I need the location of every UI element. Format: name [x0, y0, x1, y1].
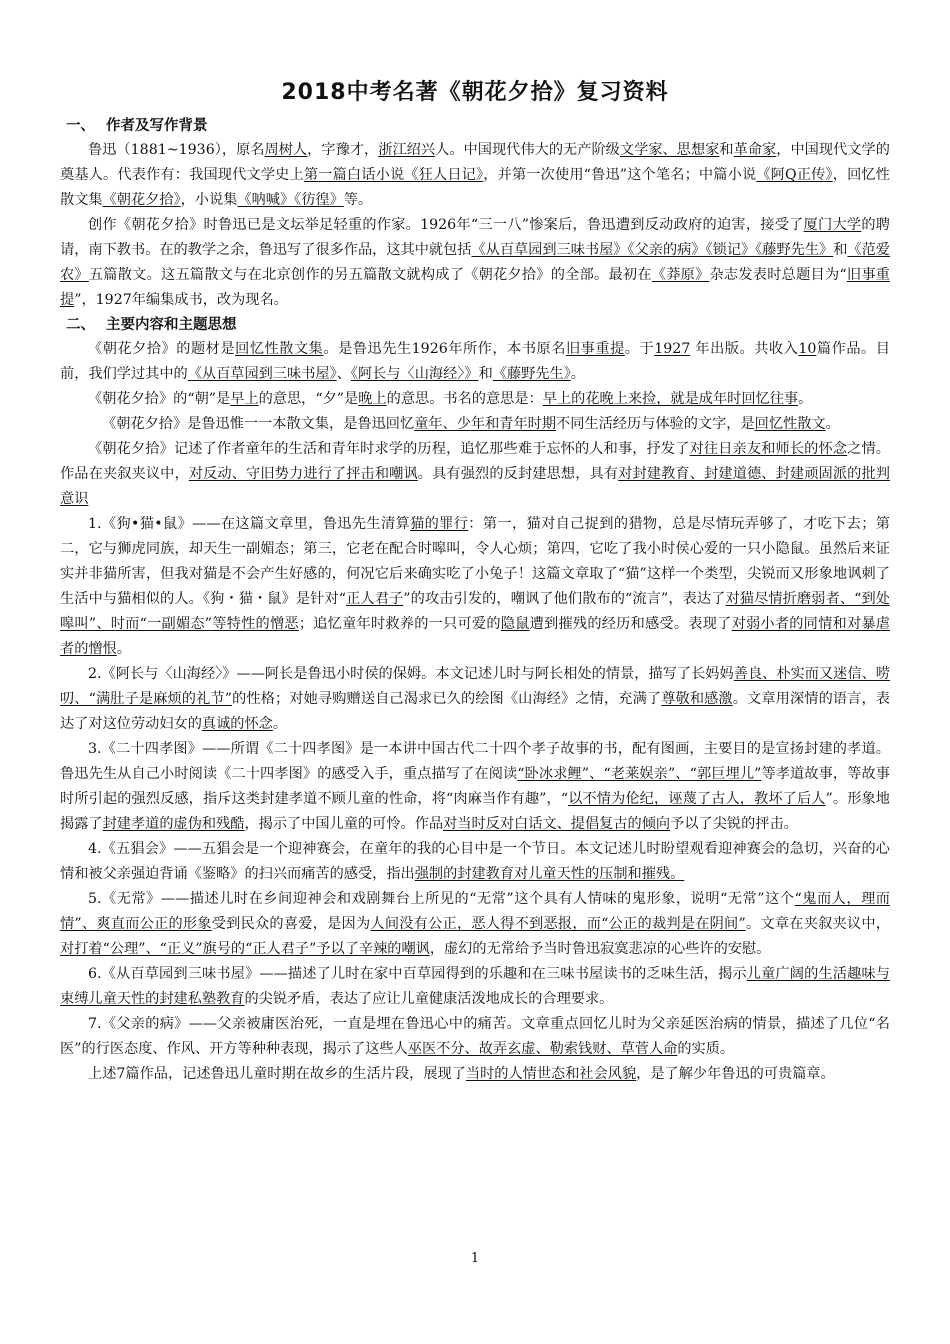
text-segment: 《朝花夕拾》是鲁迅惟一一本散文集，是鲁迅回忆: [102, 416, 415, 432]
underlined-key-text: 《阿长与〈山海经〉》: [350, 366, 479, 382]
text-segment: 杂志发表时总题目为“: [709, 267, 847, 283]
text-segment: 创作《朝花夕拾》时鲁迅已是文坛举足轻重的作家。1926年“三一八”惨案后，鲁迅遭到反动政府的迫害，接受了: [88, 217, 804, 233]
underlined-key-text: 旧事重提: [565, 341, 625, 357]
paragraph: [60, 887, 890, 962]
section-number: 二、: [66, 317, 95, 333]
underlined-key-text: 巫医不分、故弄玄虚、勒索钱财、草菅人命: [407, 1041, 678, 1057]
text-segment: 。: [825, 416, 840, 432]
underlined-key-text: 浙江绍兴: [378, 142, 436, 158]
underlined-key-text: 10: [798, 341, 817, 357]
section-heading: [60, 313, 890, 337]
text-segment: 。是鲁迅先生1926年所作，本书原名: [323, 341, 566, 357]
underlined-key-text: 对打着“公理”、“正义”旗号的“正人君子”予以了辛辣的嘲讽: [60, 941, 430, 957]
underlined-key-text: 《朝花夕拾》: [102, 192, 181, 208]
underlined-key-text: 《从百草园到三味书屋》《父亲的病》《锁记》《藤野先生》: [471, 242, 834, 258]
text-segment: ，虚幻的无常给予当时鲁迅寂寞悲凉的心些许的安慰。: [429, 941, 771, 957]
text-segment: 篇作品。目前，我们学过其中的: [60, 341, 890, 382]
text-segment: 的聘请，南下教书。在的教学之余，鲁迅写了很多作品，这其中就包括: [60, 217, 890, 258]
underlined-key-text: 正人君子: [346, 591, 404, 607]
text-segment: 2.《阿长与〈山海经〉》——阿长是鲁迅小时侯的保姆。本文记述儿时与阿长相处的情景，描写了长妈妈: [88, 666, 734, 682]
underlined-key-text: 对封建教育、封建道德、封建顽固派的批判意识: [60, 466, 890, 507]
paragraph: [60, 837, 890, 887]
text-segment: 之情。作品在夹叙夹议中，: [60, 441, 890, 482]
text-segment: 的实质。: [677, 1041, 735, 1057]
underlined-key-text: 猫的罪行: [410, 516, 469, 532]
paragraph: [60, 412, 890, 437]
text-segment: 。: [116, 641, 131, 657]
text-segment: 的尖锐矛盾，表达了应让儿童健康活泼地成长的合理要求。: [244, 991, 614, 1007]
section-heading-text: 作者及写作背景: [106, 118, 208, 134]
underlined-key-text: 早上: [230, 391, 259, 407]
underlined-key-text: 革命家: [733, 142, 777, 158]
underlined-key-text: 第一篇白话小说《狂人日记》: [303, 167, 484, 183]
text-segment: 的性格；对她寻购赠送自己渴求已久的绘图《山海经》之情，充满了: [231, 691, 662, 707]
underlined-key-text: 以不情为伦纪，诬蔑了古人，教坏了后人: [568, 791, 826, 807]
paragraph: [60, 512, 890, 662]
text-segment: 《朝花夕拾》的题材是: [88, 341, 236, 357]
underlined-key-text: 善良、朴实而又迷信、唠叨、“满肚子是麻烦的礼节”: [60, 666, 890, 707]
text-segment: ，回忆性散文集: [60, 167, 890, 208]
text-segment: 。: [570, 366, 585, 382]
text-segment: 。: [272, 716, 288, 732]
text-segment: ，小说集: [180, 192, 238, 208]
text-segment: 。文章用深情的语言，表达了对这位劳动妇女的: [60, 691, 890, 732]
text-segment: 1.《狗•猫•鼠》——在这篇文章里，鲁迅先生清算: [88, 516, 411, 532]
underlined-key-text: 强制的封建教育对儿童天性的压制和摧残。: [414, 866, 685, 882]
paragraph: [60, 1012, 890, 1062]
text-segment: ”。形象地揭露了: [60, 791, 890, 832]
text-segment: 、: [336, 366, 351, 382]
text-segment: 年出版。共收入: [690, 341, 799, 357]
text-segment: 6.《从百草园到三味书屋》——描述了儿时在家中百草园得到的乐趣和在三味书屋读书的乏味生活，揭示: [88, 966, 747, 982]
underlined-key-text: 儿童广阔的生活趣味与束缚儿童天性的封建私塾教育: [60, 966, 890, 1007]
underlined-key-text: “鬼而人，理而情”、爽直而公正的形象: [60, 891, 890, 932]
underlined-key-text: 回忆性散文集: [235, 341, 324, 357]
text-segment: 5.《无常》——描述儿时在乡间迎神会和戏剧舞台上所见的“无常”这个具有人情味的鬼形象，说明“无常”这个: [88, 891, 795, 907]
paragraph: [60, 437, 890, 512]
underlined-key-text: 封建孝道的虚伪和残酷: [102, 816, 245, 832]
paragraph: [60, 962, 890, 1012]
text-segment: ，揭示了中国儿童的可怜。作品: [244, 816, 444, 832]
underlined-key-text: 隐鼠: [500, 616, 530, 632]
text-segment: 和: [478, 366, 493, 382]
underlined-key-text: 《莽原》: [651, 267, 710, 283]
text-segment: 五篇散文。这五篇散文与在北京创作的另五篇散文就构成了《朝花夕拾》的全部。最初在: [88, 267, 652, 283]
underlined-key-text: 晚上: [358, 391, 387, 407]
paragraph: [60, 737, 890, 837]
underlined-key-text: 《呐喊》《彷徨》: [237, 192, 344, 208]
text-segment: 。文章在夹叙夹议中，: [745, 916, 890, 932]
text-segment: ”，1927年编集成书，改为现名。: [74, 292, 288, 308]
underlined-key-text: 对猫尽情折磨弱者、“到处嗥叫”、时而“一副媚态”等特性的憎恶: [60, 591, 890, 632]
paragraph: [60, 138, 890, 213]
underlined-key-text: 旧事重提: [60, 267, 890, 308]
text-segment: ，是了解少年鲁迅的可贵篇章。: [636, 1066, 835, 1082]
text-segment: ，字豫才，: [307, 142, 379, 158]
underlined-key-text: 对反动、守旧势力进行了抨击和嘲讽: [188, 466, 418, 482]
section-heading: [60, 114, 890, 138]
text-segment: 《朝花夕拾》记述了作者童年的生活和青年时求学的历程，追忆那些难于忘怀的人和事，抒发了: [88, 441, 690, 457]
paragraph: [60, 337, 890, 387]
text-segment: 人。中国现代伟大的无产阶级: [435, 142, 620, 158]
text-segment: 。: [798, 391, 813, 407]
text-segment: 等孝道故事，等故事时所引起的强烈反感，指斥这类封建孝道不顾儿童的性命，将“肉麻当作有趣”，“: [60, 766, 890, 807]
underlined-key-text: 《藤野先生》: [492, 366, 571, 382]
text-segment: ”的攻击引发的，嘲讽了他们散布的“流言”，表达了: [403, 591, 726, 607]
underlined-key-text: 《阿Q正传》: [756, 167, 833, 183]
section-heading-text: 主要内容和主题思想: [106, 317, 237, 333]
text-segment: 3.《二十四孝图》——所谓《二十四孝图》是一本讲中国古代二十四个孝子故事的书，配有图画，主要目的是宣扬封建的孝道。鲁迅先生从自己小时阅读《二十四孝图》的感受入手，重点描写了在阅读: [60, 741, 890, 782]
underlined-key-text: 《范爱农》: [60, 242, 890, 283]
text-segment: 予以了尖锐的抨击。: [670, 816, 798, 832]
text-segment: 鲁迅（1881~1936），原名: [88, 142, 265, 158]
underlined-key-text: 对当时反对白话文、提倡复古的倾向: [443, 816, 671, 832]
text-segment: 等。: [343, 192, 373, 208]
text-segment: 不同生活经历与体验的文字，是: [556, 416, 755, 432]
underlined-key-text: 对弱小者的同情和对暴虐者的憎恨: [60, 616, 890, 657]
text-segment: 。具有强烈的反封建思想，具有: [417, 466, 619, 482]
text-segment: 遭到摧残的经历和感受。表现了: [529, 616, 732, 632]
underlined-key-text: 当时的人情世态和社会风貌: [465, 1066, 637, 1082]
underlined-key-text: 《从百草园到三味书屋》: [187, 366, 337, 382]
underlined-key-text: 尊敬和感激: [661, 691, 733, 707]
text-segment: ；追忆童年时救养的一只可爱的: [298, 616, 501, 632]
page-number: 1: [470, 1251, 480, 1266]
section-number: 一、: [66, 118, 95, 134]
paragraph: [60, 213, 890, 313]
text-segment: 和: [719, 142, 734, 158]
text-segment: 受到民众的喜爱，是因为: [211, 916, 371, 932]
text-segment: 的意思，“夕”是: [258, 391, 359, 407]
underlined-key-text: 童年、少年和青年时期: [414, 416, 557, 432]
paragraph: [60, 1062, 890, 1087]
underlined-key-text: “卧冰求鲤”、“老莱娱亲”、“郭巨埋儿”: [517, 766, 762, 782]
underlined-key-text: 厦门大学: [803, 217, 862, 233]
paragraph: [60, 387, 890, 412]
text-segment: ，中国现代文学的奠基人。代表作有：我国现代文学史上: [60, 142, 890, 183]
text-segment: 7.《父亲的病》——父亲被庸医治死，一直是埋在鲁迅心中的痛苦。文章重点回忆儿时为父亲延医治病的情景，描述了几位“名医”的行医态度、作风、开方等种种表现，揭示了这些人: [60, 1016, 890, 1057]
paragraph: [60, 662, 890, 737]
text-segment: 。于: [624, 341, 655, 357]
text-segment: 的意思。书名的意思是：: [386, 391, 543, 407]
underlined-key-text: 周树人: [264, 142, 308, 158]
text-segment: 和: [833, 242, 848, 258]
underlined-key-text: 早上的花晚上来捡，就是成年时回忆往事: [542, 391, 799, 407]
underlined-key-text: 文学家、思想家: [619, 142, 720, 158]
underlined-key-text: 真诚的怀念: [201, 716, 273, 732]
underlined-key-text: 回忆性散文: [754, 416, 826, 432]
text-segment: 《朝花夕拾》的“朝”是: [88, 391, 231, 407]
text-segment: ，并第一次使用“鲁迅”这个笔名；中篇小说: [483, 167, 757, 183]
underlined-key-text: 1927: [654, 341, 691, 357]
document-body: [60, 114, 890, 1087]
underlined-key-text: 对往日亲友和师长的怀念: [689, 441, 848, 457]
underlined-key-text: 人间没有公正，恶人得不到恶报，而“公正的裁判是在阴间”: [370, 916, 746, 932]
text-segment: ：第一，猫对自己捉到的猎物，总是尽情玩弄够了，才吃下去；第二，它与狮虎同族，却天生一副媚态；第三，它老在配合时嗥叫，令人心烦；第四，它吃了我小时侯心爱的一只小隐鼠。虽然后来证实并非猫所害，但我对猫是不会产生好感的，何况它后来确实吃了小兔子！这篇文章取了“猫”这样一个类型，尖锐而又形象地讽刺了生活中与猫相似的人。《狗・猫・鼠》是针对“: [60, 516, 890, 607]
document-title: 2018中考名著《朝花夕拾》复习资料: [281, 80, 669, 105]
text-segment: 4.《五猖会》——五猖会是一个迎神赛会，在童年的我的心目中是一个节日。本文记述儿时盼望观看迎神赛会的急切，兴奋的心情和被父亲强迫背诵《鉴略》的扫兴而痛苦的感受，指出: [60, 841, 890, 882]
text-segment: 上述7篇作品，记述鲁迅儿童时期在故乡的生活片段，展现了: [88, 1066, 466, 1082]
